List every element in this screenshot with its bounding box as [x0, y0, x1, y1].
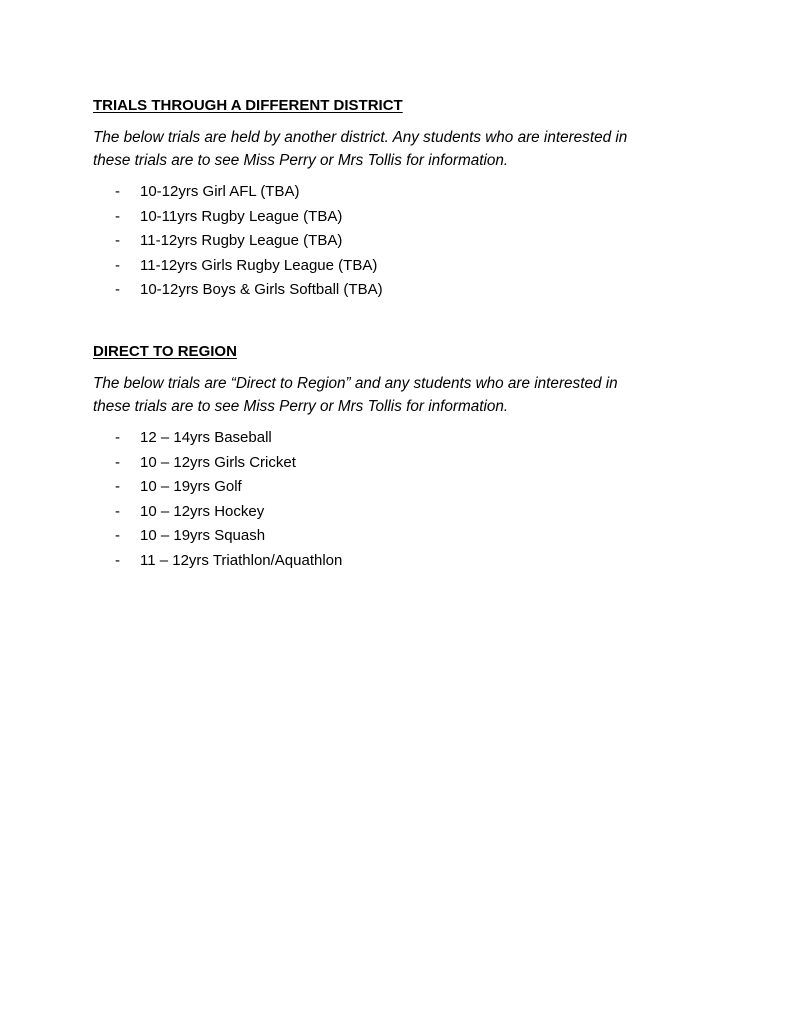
list-bullet: - — [115, 183, 120, 200]
list-bullet: - — [115, 429, 120, 446]
list-item-text: 10-11yrs Rugby League (TBA) — [140, 207, 343, 225]
list-item-text: 10-12yrs Boys & Girls Softball (TBA) — [140, 281, 383, 298]
list-item — [93, 426, 713, 451]
list-bullet: - — [115, 502, 120, 520]
list-bullet: - — [115, 478, 120, 495]
trial-list — [93, 426, 713, 573]
intro-line: these trials are to see Miss Perry or Mrs Tollis for information. — [93, 398, 509, 415]
trial-list — [93, 180, 713, 303]
intro-line: The below trials are held by another district. Any students who are interested in — [93, 129, 628, 146]
list-bullet: - — [115, 551, 120, 569]
section-heading: TRIALS THROUGH A DIFFERENT DISTRICT — [93, 97, 403, 114]
list-item-text: 10 – 12yrs Hockey — [140, 502, 265, 520]
list-bullet: - — [115, 256, 120, 274]
list-item-text: 10 – 19yrs Squash — [140, 527, 266, 544]
list-item-text: 10-12yrs Girl AFL (TBA) — [140, 183, 300, 200]
intro-line: these trials are to see Miss Perry or Mrs Tollis for information. — [93, 152, 509, 169]
list-item-text: 11-12yrs Rugby League (TBA) — [140, 232, 343, 249]
section-heading: DIRECT TO REGION — [93, 343, 237, 360]
list-bullet: - — [115, 281, 120, 298]
list-item — [93, 278, 713, 303]
list-item — [93, 254, 713, 279]
list-item — [93, 451, 713, 476]
list-item — [93, 180, 713, 205]
list-bullet: - — [115, 232, 120, 249]
list-bullet: - — [115, 207, 120, 225]
list-item — [93, 549, 713, 574]
list-item-text: 10 – 12yrs Girls Cricket — [140, 453, 296, 471]
section-intro — [93, 126, 713, 172]
list-bullet: - — [115, 453, 120, 471]
section-intro — [93, 372, 713, 418]
list-item-text: 11-12yrs Girls Rugby League (TBA) — [140, 256, 378, 274]
list-item — [93, 500, 713, 525]
list-item-text: 10 – 19yrs Golf — [140, 478, 242, 495]
list-item — [93, 524, 713, 549]
list-item — [93, 475, 713, 500]
list-item-text: 12 – 14yrs Baseball — [140, 429, 272, 446]
list-bullet: - — [115, 527, 120, 544]
section-direct-to-region — [93, 342, 713, 573]
list-item-text: 11 – 12yrs Triathlon/Aquathlon — [140, 551, 343, 569]
list-item — [93, 229, 713, 254]
list-item — [93, 205, 713, 230]
section-different-district — [93, 96, 713, 303]
intro-line: The below trials are “Direct to Region” and any students who are interested in — [93, 375, 618, 392]
